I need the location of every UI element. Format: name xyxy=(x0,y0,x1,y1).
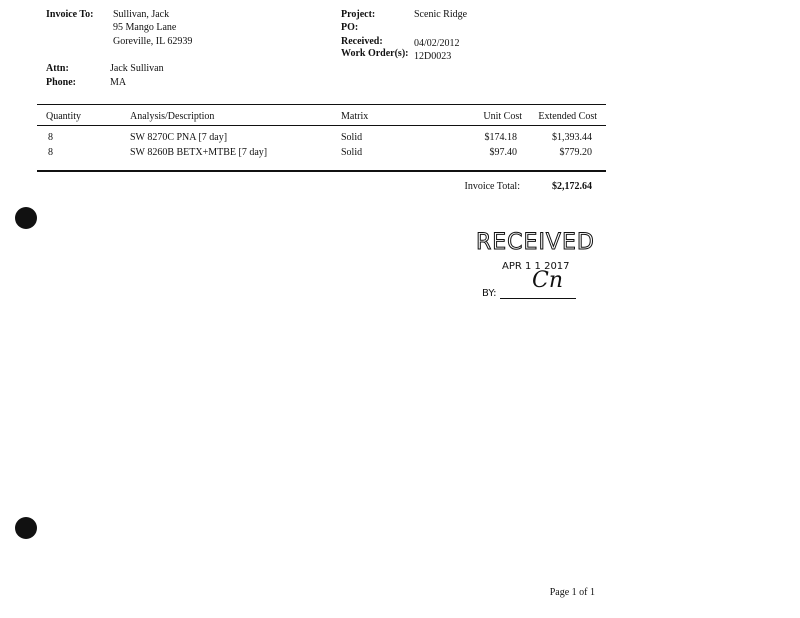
attn-value: Jack Sullivan xyxy=(110,63,164,74)
table-bottom-rule xyxy=(37,170,606,172)
punch-hole-top xyxy=(15,207,37,229)
col-header-extended-cost: Extended Cost xyxy=(538,111,597,122)
row1-unit-cost: $174.18 xyxy=(484,132,517,143)
work-order-label: Work Order(s): xyxy=(341,48,409,59)
stamp-by-label: BY: xyxy=(482,288,497,299)
stamp-signature-line xyxy=(500,298,548,299)
col-header-description: Analysis/Description xyxy=(130,111,215,122)
invoice-to-name: Sullivan, Jack xyxy=(113,9,170,20)
row1-description: SW 8270C PNA [7 day] xyxy=(130,132,228,143)
col-header-quantity: Quantity xyxy=(46,111,81,122)
stamp-signature: Cn xyxy=(532,268,564,293)
received-label: Received: xyxy=(341,36,383,47)
row1-matrix: Solid xyxy=(341,132,363,143)
received-value: 04/02/2012 xyxy=(414,38,460,49)
invoice-total-value: $2,172.64 xyxy=(552,181,592,192)
stamp-date: APR 1 1 2017 xyxy=(502,261,570,272)
row2-extended-cost: $779.20 xyxy=(559,147,592,158)
invoice-total-label: Invoice Total: xyxy=(464,181,520,192)
project-label: Project: xyxy=(341,9,376,20)
col-header-matrix: Matrix xyxy=(341,111,369,122)
work-order-value: 12D0023 xyxy=(414,51,452,62)
page-number: Page 1 of 1 xyxy=(549,587,595,598)
phone-label: Phone: xyxy=(46,77,76,88)
table-top-rule xyxy=(37,104,606,105)
stamp-title: RECEIVED xyxy=(476,230,595,255)
project-value: Scenic Ridge xyxy=(414,9,468,20)
row2-description: SW 8260B BETX+MTBE [7 day] xyxy=(130,147,268,158)
invoice-to-address-line2: Goreville, IL 62939 xyxy=(113,36,193,47)
stamp-signature-line-right xyxy=(542,298,576,299)
row2-unit-cost: $97.40 xyxy=(489,147,517,158)
punch-hole-bottom xyxy=(15,517,37,539)
row1-quantity: 8 xyxy=(48,132,53,143)
row1-extended-cost: $1,393.44 xyxy=(552,132,592,143)
attn-label: Attn: xyxy=(46,63,69,74)
invoice-to-label: Invoice To: xyxy=(46,9,94,20)
table-header-rule xyxy=(37,125,606,126)
phone-value: MA xyxy=(110,77,127,88)
row2-quantity: 8 xyxy=(48,147,53,158)
invoice-to-address-line1: 95 Mango Lane xyxy=(113,22,177,33)
row2-matrix: Solid xyxy=(341,147,363,158)
col-header-unit-cost: Unit Cost xyxy=(483,111,522,122)
po-label: PO: xyxy=(341,22,359,33)
received-stamp xyxy=(472,230,608,306)
